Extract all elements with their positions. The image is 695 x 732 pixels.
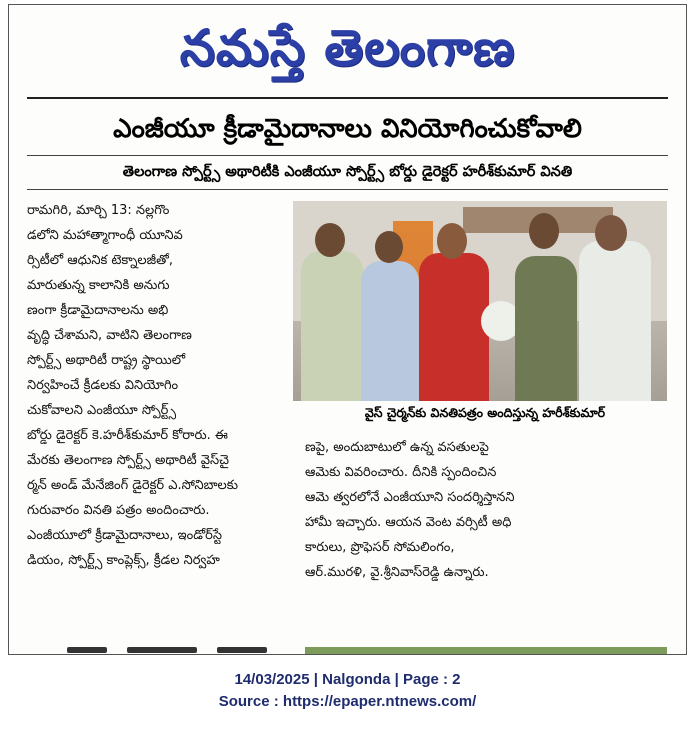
article-line: వృద్ధి చేశామని, వాటిని తెలంగాణ xyxy=(27,328,192,343)
edition-line: 14/03/2025 | Nalgonda | Page : 2 xyxy=(234,671,461,688)
article-right-column xyxy=(305,435,650,585)
photo-person xyxy=(515,256,577,401)
cutoff-glyph xyxy=(217,647,267,653)
photo-person-head xyxy=(595,215,627,251)
article-line: ఆమెకు వివరించారు. దీనికి స్పందించిన xyxy=(305,465,497,480)
subhead-rule xyxy=(27,189,668,190)
cutoff-glyph xyxy=(127,647,197,653)
photo-person xyxy=(579,241,651,401)
article-line: నిర్వహించే క్రీడలకు వినియోగిం xyxy=(27,378,179,393)
headline-rule xyxy=(27,155,668,156)
next-article-cutoff xyxy=(27,643,277,655)
article-line: ణంగా క్రీడామైదానాలను అభి xyxy=(27,303,169,318)
article-line: ణపై, అందుబాటులో ఉన్న వసతులపై xyxy=(305,440,489,455)
article-line: ర్మన్ అండ్ మేనేజింగ్ డైరెక్టర్ ఎ.సోనిబాలకు xyxy=(27,478,239,493)
photo-person-head xyxy=(375,231,403,263)
article-line: బోర్డు డైరెక్టర్ కె.హరీశ్‌కుమార్ కోరారు. ఈ xyxy=(27,428,228,443)
masthead-rule xyxy=(27,97,668,99)
source-line: Source : https://epaper.ntnews.com/ xyxy=(218,693,477,710)
photo-person xyxy=(301,251,363,401)
article-line: ఎంజీయూలో క్రీడామైదానాలు, ఇండోర్‌స్టే xyxy=(27,528,222,543)
newspaper-clipping xyxy=(8,4,687,655)
photo-caption: వైస్ చైర్మన్‌కు వినతిపత్రం అందిస్తున్న హరీశ్‌కుమార్ xyxy=(364,405,606,420)
article-line: ఆర్.మురళి, వై.శ్రీనివాస్‌రెడ్డి ఉన్నారు. xyxy=(305,565,489,580)
next-article-photo-cutoff xyxy=(305,647,667,655)
article-line: డలోని మహాత్మాగాంధీ యూనివ xyxy=(27,228,183,243)
article-line: ర్సిటీలో ఆధునిక టెక్నాలజీతో, xyxy=(27,253,173,268)
article-line: డియం, స్పోర్ట్స్ కాంప్లెక్స్, క్రీడల నిర్వహ xyxy=(27,553,220,568)
article-line: మారుతున్న కాలానికి అనుగు xyxy=(27,278,170,293)
article-line: చుకోవాలని ఎంజీయూ స్పోర్ట్స్ xyxy=(27,403,177,418)
article-headline: ఎంజీయూ క్రీడామైదానాలు వినియోగించుకోవాలి xyxy=(113,114,582,144)
newspaper-masthead: నమస్తే తెలంగాణ xyxy=(179,18,516,77)
cutoff-glyph xyxy=(67,647,107,653)
article-photo xyxy=(293,201,667,401)
article-line: ఆమె త్వరలోనే ఎంజీయూని సందర్శిస్తానని xyxy=(305,490,515,505)
article-left-column xyxy=(27,198,289,573)
photo-person xyxy=(419,253,489,401)
photo-person-head xyxy=(529,213,559,249)
article-line: గురువారం వినతి పత్రం అందించారు. xyxy=(27,503,210,518)
photo-person-head xyxy=(437,223,467,259)
photo-person-head xyxy=(315,223,345,257)
clipping-footer xyxy=(0,669,695,713)
article-subhead: తెలంగాణ స్పోర్ట్స్ అథారిటీకి ఎంజీయూ స్పోర్ట్స్ బోర్డు డైరెక్టర్ హరీశ్‌కుమార్ వినతి xyxy=(122,164,573,180)
article-line: మేరకు తెలంగాణ స్పోర్ట్స్ అథారిటీ వైస్‌చై xyxy=(27,453,230,468)
article-line: స్పోర్ట్స్ అథారిటీ రాష్ట్ర స్థాయిలో xyxy=(27,353,186,368)
article-line: రామగిరి, మార్చి 13: నల్లగొం xyxy=(27,203,170,218)
article-line: హామీ ఇచ్చారు. ఆయన వెంట వర్సిటీ అధి xyxy=(305,515,512,530)
article-line: కారులు, ప్రొఫెసర్ సోమలింగం, xyxy=(305,540,455,555)
photo-person xyxy=(361,261,419,401)
